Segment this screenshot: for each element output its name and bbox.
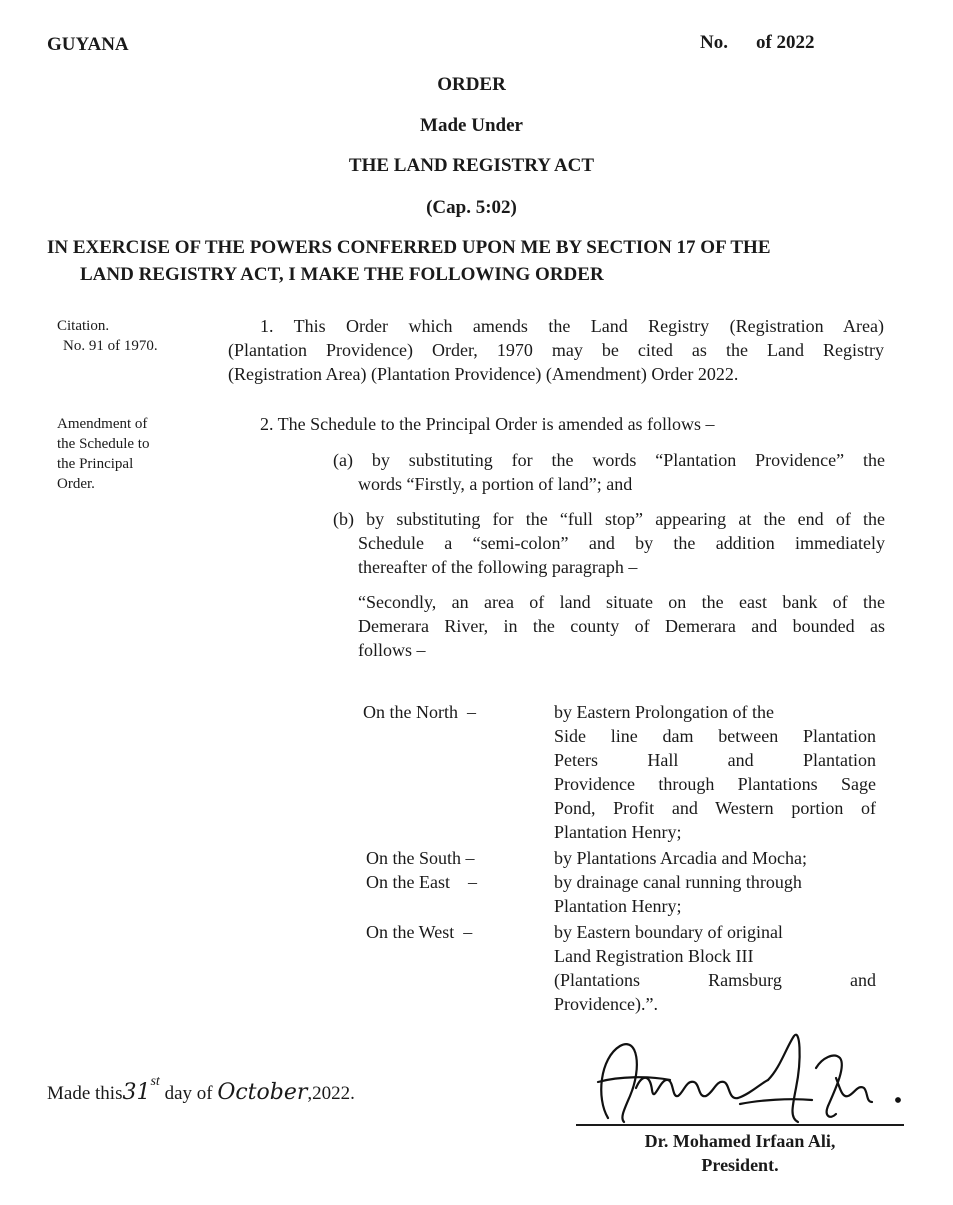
preamble-line-1: IN EXERCISE OF THE POWERS CONFERRED UPON ME BY SECTION 17 OF THE — [47, 237, 771, 258]
made-year: ,2022. — [307, 1083, 355, 1104]
made-prefix: Made this — [47, 1083, 123, 1104]
paragraph-b: (b) by substituting for the “full stop” appearing at the end of the Schedule a “semi-colon” and by the addition immediately thereafter of the following paragraph – — [333, 509, 885, 577]
boundary-west-text: by Eastern boundary of original Land Registration Block III (Plantations Ramsburg and Providence).”. — [554, 922, 876, 1014]
section-2-intro: 2. The Schedule to the Principal Order is amended as follows – — [260, 414, 715, 434]
section-1: 1. This Order which amends the Land Registry (Registration Area) (Plantation Providence) Order, 1970 may be cited as the Land Registry (Registration Area) (Plantation Providence) (Amendment) Order 2022. — [228, 316, 884, 384]
number-label: No. — [700, 32, 728, 53]
margin-note-amendment: Amendment of the Schedule to the Principal Order. — [57, 416, 150, 492]
margin-note-citation: Citation. No. 91 of 1970. — [57, 318, 158, 354]
signature-line — [576, 1124, 904, 1126]
signatory-title: President. — [701, 1155, 779, 1175]
signature-image — [590, 1018, 920, 1130]
country-heading: GUYANA — [47, 34, 129, 55]
act-name: THE LAND REGISTRY ACT — [348, 155, 595, 176]
made-middle: day of — [164, 1083, 213, 1104]
document-title: ORDER — [437, 74, 506, 95]
preamble — [47, 234, 907, 288]
paragraph-a: (a) by substituting for the words “Plantation Providence” the words “Firstly, a portion of land”; and — [333, 450, 885, 494]
boundary-north-label: On the North – — [363, 702, 476, 722]
boundary-north-text: by Eastern Prolongation of the Side line dam between Plantation Peters Hall and Plantation Providence through Plantations Sage Pond, Profit and Western portion of Plantation Henry; — [554, 702, 876, 842]
order-number — [700, 32, 815, 54]
made-date-line — [47, 1074, 355, 1105]
signatory-name: Dr. Mohamed Irfaan Ali, — [644, 1131, 836, 1151]
boundary-east-label: On the East – — [366, 872, 477, 892]
handwritten-day: 31 — [122, 1080, 151, 1105]
handwritten-month: October — [217, 1080, 308, 1105]
boundary-south-label: On the South – — [366, 848, 475, 868]
boundary-south-text: by Plantations Arcadia and Mocha; — [554, 848, 807, 868]
document-subtitle: Made Under — [420, 115, 523, 136]
preamble-line-2: LAND REGISTRY ACT, I MAKE THE FOLLOWING ORDER — [80, 264, 604, 285]
day-suffix: st — [150, 1074, 160, 1089]
chapter-reference: (Cap. 5:02) — [426, 197, 517, 218]
quoted-paragraph: “Secondly, an area of land situate on the east bank of the Demerara River, in the county of Demerara and bounded as follows – — [358, 592, 885, 660]
boundary-west-label: On the West – — [366, 922, 473, 942]
year-label: of 2022 — [755, 32, 815, 53]
boundary-east-text: by drainage canal running through Plantation Henry; — [554, 872, 802, 916]
